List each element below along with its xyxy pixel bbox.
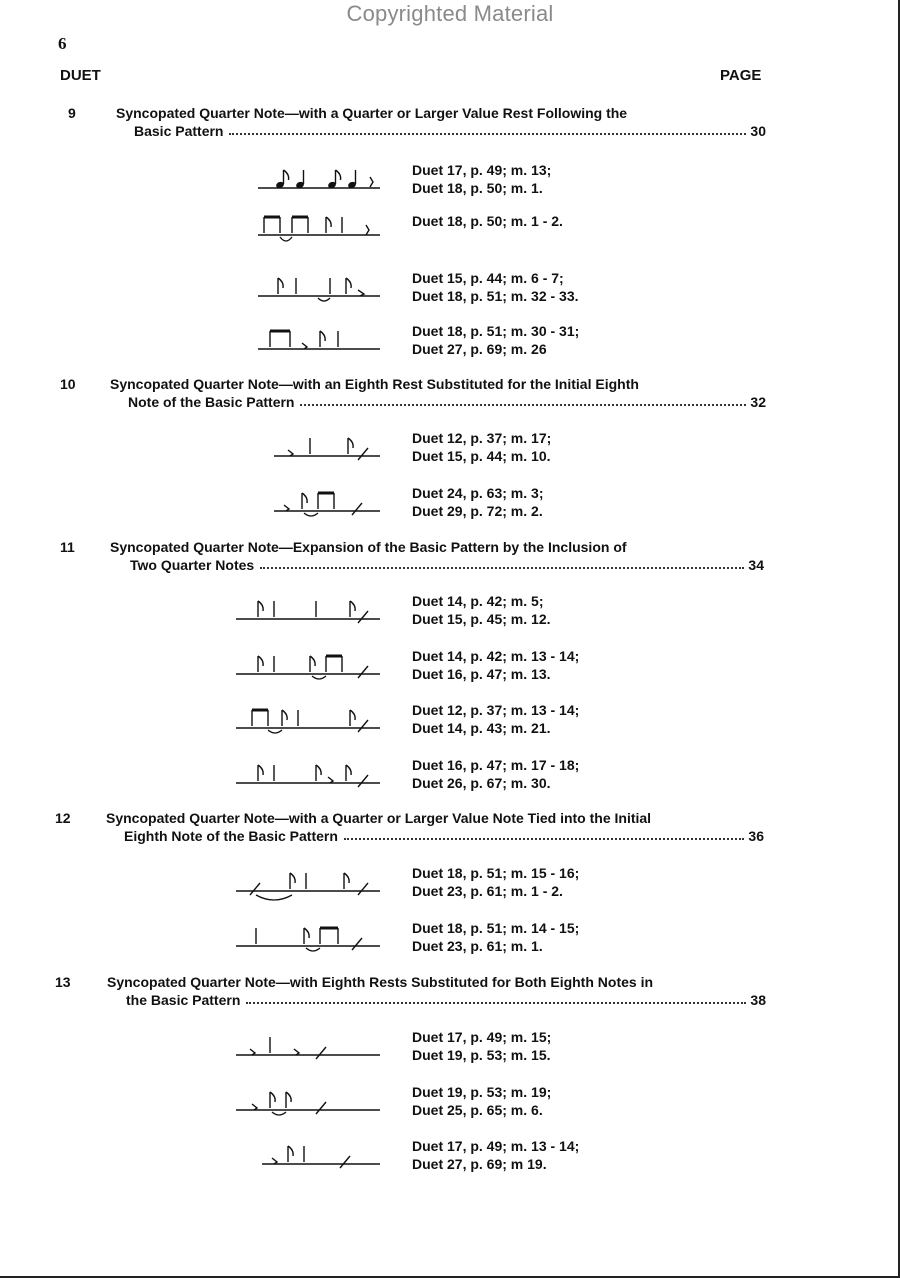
rhythm-notation — [230, 593, 390, 633]
section-title-line2: Note of the Basic Pattern — [128, 394, 295, 410]
section-page: 34 — [748, 557, 764, 573]
rhythm-notation — [230, 270, 390, 310]
duet-reference: Duet 17, p. 49; m. 15; — [412, 1029, 552, 1045]
duet-reference: Duet 27, p. 69; m. 26 — [412, 341, 547, 357]
example — [0, 1029, 900, 1069]
section-number: 9 — [68, 105, 76, 121]
section-number: 11 — [60, 539, 75, 555]
duet-reference: Duet 15, p. 44; m. 6 - 7; — [412, 270, 564, 286]
section-title: Syncopated Quarter Note—with an Eighth Rest Substituted for the Initial Eighth — [110, 376, 639, 392]
example — [0, 920, 900, 960]
duet-reference: Duet 12, p. 37; m. 17; — [412, 430, 552, 446]
duet-reference: Duet 17, p. 49; m. 13; — [412, 162, 552, 178]
duet-reference: Duet 19, p. 53; m. 15. — [412, 1047, 551, 1063]
section-title-line2: Eighth Note of the Basic Pattern — [124, 828, 338, 844]
section-title-line2: the Basic Pattern — [126, 992, 241, 1008]
rhythm-notation — [230, 430, 390, 470]
example — [0, 1084, 900, 1124]
duet-reference: Duet 18, p. 51; m. 30 - 31; — [412, 323, 580, 339]
duet-reference: Duet 19, p. 53; m. 19; — [412, 1084, 552, 1100]
rhythm-notation — [230, 702, 390, 742]
example — [0, 430, 900, 470]
section-title: Syncopated Quarter Note—Expansion of the Basic Pattern by the Inclusion of — [110, 539, 627, 555]
duet-reference: Duet 24, p. 63; m. 3; — [412, 485, 544, 501]
section-title-continued — [124, 828, 764, 844]
section-title-continued — [134, 123, 766, 139]
section-title: Syncopated Quarter Note—with Eighth Rests Substituted for Both Eighth Notes in — [107, 974, 654, 990]
duet-reference: Duet 17, p. 49; m. 13 - 14; — [412, 1138, 580, 1154]
duet-reference: Duet 23, p. 61; m. 1. — [412, 938, 543, 954]
copyright-watermark: Copyrighted Material — [346, 1, 554, 26]
rhythm-notation — [230, 920, 390, 960]
example — [0, 485, 900, 525]
section-title-continued — [130, 557, 764, 573]
dot-leader — [246, 1002, 746, 1004]
duet-reference: Duet 29, p. 72; m. 2. — [412, 503, 543, 519]
duet-reference: Duet 15, p. 45; m. 12. — [412, 611, 551, 627]
duet-reference: Duet 15, p. 44; m. 10. — [412, 448, 551, 464]
section-number: 10 — [60, 376, 76, 392]
example — [0, 757, 900, 797]
duet-reference: Duet 14, p. 43; m. 21. — [412, 720, 551, 736]
section-page: 32 — [750, 394, 766, 410]
duet-reference: Duet 16, p. 47; m. 13. — [412, 666, 551, 682]
rhythm-notation — [230, 213, 390, 253]
dot-leader — [344, 838, 745, 840]
duet-reference: Duet 16, p. 47; m. 17 - 18; — [412, 757, 580, 773]
rhythm-notation — [230, 323, 390, 363]
section-title: Syncopated Quarter Note—with a Quarter or Larger Value Rest Following the — [116, 105, 628, 121]
section-number: 13 — [55, 974, 71, 990]
example — [0, 270, 900, 310]
example — [0, 593, 900, 633]
rhythm-notation — [230, 485, 390, 525]
duet-reference: Duet 14, p. 42; m. 13 - 14; — [412, 648, 580, 664]
section-title-line2: Basic Pattern — [134, 123, 224, 139]
page-column-header: PAGE — [720, 67, 762, 84]
section-number: 12 — [55, 810, 71, 826]
dot-leader — [300, 404, 746, 406]
rhythm-notation — [230, 1029, 390, 1069]
duet-reference: Duet 18, p. 51; m. 32 - 33. — [412, 288, 579, 304]
duet-reference: Duet 27, p. 69; m 19. — [412, 1156, 547, 1172]
duet-reference: Duet 25, p. 65; m. 6. — [412, 1102, 543, 1118]
rhythm-notation — [230, 1084, 390, 1124]
section-title-line2: Two Quarter Notes — [130, 557, 255, 573]
example — [0, 323, 900, 363]
example — [0, 865, 900, 905]
section-title-continued — [128, 394, 766, 410]
example — [0, 648, 900, 688]
page-number: 6 — [58, 34, 67, 53]
section-page: 30 — [750, 123, 766, 139]
section-title-continued — [126, 992, 766, 1008]
section-page: 36 — [748, 828, 764, 844]
dot-leader — [260, 567, 744, 569]
rhythm-notation — [230, 648, 390, 688]
duet-reference: Duet 26, p. 67; m. 30. — [412, 775, 551, 791]
example — [0, 1138, 900, 1178]
duet-column-header: DUET — [60, 67, 101, 84]
section-title: Syncopated Quarter Note—with a Quarter or Larger Value Note Tied into the Initial — [106, 810, 652, 826]
rhythm-notation — [230, 1138, 390, 1178]
duet-reference: Duet 18, p. 50; m. 1 - 2. — [412, 213, 563, 229]
example — [0, 702, 900, 742]
duet-reference: Duet 12, p. 37; m. 13 - 14; — [412, 702, 580, 718]
duet-reference: Duet 23, p. 61; m. 1 - 2. — [412, 883, 563, 899]
rhythm-notation — [230, 162, 390, 202]
rhythm-notation — [230, 757, 390, 797]
dot-leader — [229, 133, 746, 135]
example — [0, 162, 900, 202]
duet-reference: Duet 18, p. 51; m. 14 - 15; — [412, 920, 580, 936]
duet-reference: Duet 18, p. 51; m. 15 - 16; — [412, 865, 580, 881]
duet-reference: Duet 14, p. 42; m. 5; — [412, 593, 544, 609]
duet-reference: Duet 18, p. 50; m. 1. — [412, 180, 543, 196]
example — [0, 213, 900, 253]
rhythm-notation — [230, 865, 390, 905]
section-page: 38 — [750, 992, 766, 1008]
